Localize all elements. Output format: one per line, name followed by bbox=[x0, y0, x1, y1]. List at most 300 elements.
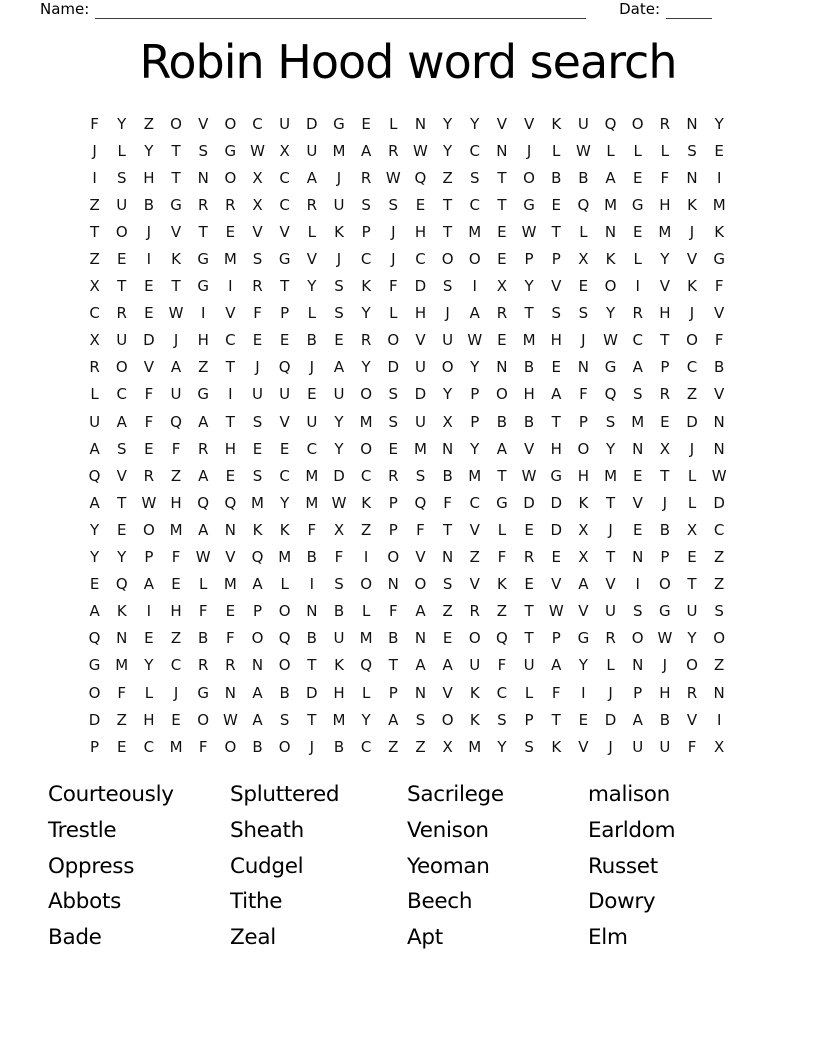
grid-letter: W bbox=[548, 602, 564, 621]
grid-letter: T bbox=[443, 520, 453, 539]
grid-letter: X bbox=[659, 439, 670, 458]
grid-letter: W bbox=[195, 548, 211, 567]
grid-letter: V bbox=[523, 439, 535, 458]
grid-letter: M bbox=[332, 141, 346, 160]
grid-letter: X bbox=[89, 277, 100, 296]
word-list-column-2 bbox=[230, 777, 407, 955]
grid-letter: G bbox=[550, 466, 563, 485]
grid-letter: Y bbox=[524, 277, 534, 296]
grid-letter: S bbox=[252, 250, 263, 269]
grid-letter: N bbox=[414, 629, 427, 648]
grid-letter: T bbox=[307, 710, 317, 729]
grid-letter: Q bbox=[414, 493, 427, 512]
grid-letter: G bbox=[197, 683, 210, 702]
grid-letter: M bbox=[413, 439, 427, 458]
grid-letter: A bbox=[198, 520, 209, 539]
grid-letter: Y bbox=[89, 520, 100, 539]
grid-letter: Q bbox=[604, 114, 617, 133]
grid-letter: C bbox=[143, 737, 155, 756]
grid-letter: V bbox=[143, 358, 155, 377]
grid-letter: M bbox=[359, 629, 373, 648]
grid-letter: F bbox=[117, 683, 127, 702]
word-list-column-1 bbox=[48, 777, 230, 955]
grid-letter: L bbox=[389, 114, 398, 133]
word-list-item: Dowry bbox=[588, 889, 656, 915]
grid-letter: O bbox=[387, 331, 400, 350]
grid-letter: P bbox=[551, 250, 561, 269]
grid-letter: S bbox=[116, 168, 127, 187]
grid-letter: Y bbox=[605, 439, 616, 458]
grid-letter: J bbox=[391, 250, 396, 269]
grid-letter: G bbox=[278, 250, 291, 269]
grid-letter: O bbox=[170, 114, 182, 133]
grid-letter: E bbox=[279, 331, 290, 350]
grid-letter: L bbox=[579, 222, 588, 241]
grid-letter: V bbox=[551, 277, 562, 296]
grid-letter: R bbox=[116, 304, 127, 323]
grid-letter: P bbox=[252, 602, 263, 621]
grid-letter: Y bbox=[687, 629, 697, 648]
grid-letter: W bbox=[711, 466, 727, 485]
grid-letter: R bbox=[605, 629, 616, 648]
grid-letter: F bbox=[307, 520, 317, 539]
grid-letter: T bbox=[524, 629, 534, 648]
grid-letter: H bbox=[143, 168, 155, 187]
grid-letter: E bbox=[551, 548, 561, 567]
grid-letter: L bbox=[552, 141, 561, 160]
grid-letter: I bbox=[716, 710, 722, 729]
grid-letter: P bbox=[388, 520, 398, 539]
grid-letter: A bbox=[116, 412, 127, 431]
grid-letter: N bbox=[632, 656, 644, 675]
grid-letter: L bbox=[307, 222, 316, 241]
grid-letter: N bbox=[577, 358, 589, 377]
grid-letter: K bbox=[578, 493, 589, 512]
grid-letter: L bbox=[606, 141, 615, 160]
grid-letter: M bbox=[223, 250, 237, 269]
grid-letter: B bbox=[523, 358, 535, 377]
grid-letter: C bbox=[89, 304, 100, 323]
grid-letter: V bbox=[714, 304, 725, 323]
grid-letter: M bbox=[169, 737, 183, 756]
grid-letter: F bbox=[144, 412, 154, 431]
grid-letter: W bbox=[521, 222, 537, 241]
grid-letter: V bbox=[659, 277, 670, 296]
grid-letter: J bbox=[173, 683, 179, 702]
grid-letter: B bbox=[578, 168, 589, 187]
grid-letter: B bbox=[551, 168, 562, 187]
grid-letter: G bbox=[496, 493, 508, 512]
grid-letter: P bbox=[144, 548, 154, 567]
grid-letter: Y bbox=[497, 737, 507, 756]
grid-letter: X bbox=[252, 168, 263, 187]
grid-letter: U bbox=[170, 385, 182, 404]
grid-letter: L bbox=[117, 141, 126, 160]
grid-letter: A bbox=[170, 358, 182, 377]
grid-letter: E bbox=[144, 439, 154, 458]
grid-letter: Y bbox=[144, 141, 154, 160]
word-list-item: malison bbox=[588, 782, 670, 808]
grid-letter: N bbox=[713, 439, 725, 458]
grid-letter: R bbox=[659, 114, 671, 133]
word-list-column-3 bbox=[407, 777, 588, 955]
grid-letter: N bbox=[632, 439, 644, 458]
grid-letter: N bbox=[632, 548, 644, 567]
grid-letter: W bbox=[222, 710, 238, 729]
grid-letter: R bbox=[388, 466, 399, 485]
grid-letter: L bbox=[199, 575, 208, 594]
grid-letter: D bbox=[550, 520, 563, 539]
grid-letter: S bbox=[388, 412, 399, 431]
grid-letter: J bbox=[173, 331, 179, 350]
grid-letter: Q bbox=[115, 575, 128, 594]
grid-letter: T bbox=[307, 656, 317, 675]
grid-letter: V bbox=[523, 114, 535, 133]
grid-letter: W bbox=[385, 168, 401, 187]
grid-letter: B bbox=[442, 466, 453, 485]
grid-letter: T bbox=[687, 575, 697, 594]
grid-letter: T bbox=[198, 222, 208, 241]
grid-letter: O bbox=[278, 656, 291, 675]
grid-letter: Z bbox=[469, 548, 480, 567]
grid-letter: V bbox=[578, 602, 589, 621]
grid-letter: N bbox=[686, 114, 698, 133]
grid-letter: G bbox=[197, 250, 210, 269]
grid-letter: Q bbox=[577, 195, 590, 214]
grid-letter: K bbox=[469, 683, 480, 702]
grid-letter: W bbox=[575, 141, 591, 160]
grid-letter: L bbox=[361, 683, 371, 702]
word-list-item: Elm bbox=[588, 925, 628, 951]
word-list-item: Russet bbox=[588, 853, 658, 879]
grid-letter: R bbox=[197, 656, 209, 675]
grid-letter: A bbox=[632, 358, 643, 377]
grid-letter: G bbox=[170, 195, 182, 214]
grid-letter: T bbox=[280, 277, 290, 296]
grid-letter: L bbox=[361, 602, 371, 621]
grid-letter: L bbox=[497, 520, 507, 539]
grid-letter: Y bbox=[117, 548, 127, 567]
grid-letter: Z bbox=[496, 602, 508, 621]
grid-letter: A bbox=[198, 412, 209, 431]
grid-letter: N bbox=[306, 602, 318, 621]
grid-letter: F bbox=[226, 629, 235, 648]
grid-letter: B bbox=[388, 629, 399, 648]
grid-letter: V bbox=[170, 222, 182, 241]
grid-letter: H bbox=[197, 331, 209, 350]
grid-letter: U bbox=[333, 385, 345, 404]
word-list-item: Sacrilege bbox=[407, 782, 504, 808]
grid-letter: O bbox=[224, 114, 237, 133]
grid-letter: H bbox=[523, 385, 535, 404]
grid-letter: I bbox=[581, 683, 586, 702]
grid-letter: N bbox=[387, 575, 399, 594]
date-label: Date: bbox=[619, 0, 660, 18]
grid-letter: M bbox=[468, 222, 482, 241]
grid-letter: O bbox=[115, 358, 128, 377]
grid-letter: O bbox=[604, 277, 617, 296]
grid-letter: X bbox=[252, 195, 263, 214]
grid-letter: T bbox=[660, 331, 670, 350]
grid-letter: H bbox=[414, 304, 427, 323]
grid-letter: N bbox=[441, 439, 454, 458]
grid-letter: U bbox=[333, 195, 345, 214]
word-list-item: Venison bbox=[407, 818, 489, 844]
grid-letter: S bbox=[279, 710, 290, 729]
grid-letter: O bbox=[523, 168, 535, 187]
grid-letter: N bbox=[713, 412, 725, 431]
grid-letter: X bbox=[333, 520, 345, 539]
grid-letter: A bbox=[252, 683, 263, 702]
grid-letter: R bbox=[686, 683, 698, 702]
grid-letter: R bbox=[89, 358, 100, 377]
grid-letter: B bbox=[333, 737, 345, 756]
grid-letter: Q bbox=[278, 629, 291, 648]
grid-letter: E bbox=[116, 520, 127, 539]
grid-letter: F bbox=[198, 737, 208, 756]
grid-letter: N bbox=[224, 520, 236, 539]
grid-letter: L bbox=[606, 656, 615, 675]
grid-letter: E bbox=[524, 520, 534, 539]
grid-letter: E bbox=[497, 222, 507, 241]
grid-letter: E bbox=[334, 331, 344, 350]
grid-letter: I bbox=[146, 602, 152, 621]
grid-letter: O bbox=[278, 602, 291, 621]
grid-letter: Y bbox=[334, 439, 344, 458]
grid-letter: O bbox=[360, 385, 373, 404]
grid-letter: A bbox=[551, 385, 562, 404]
grid-letter: U bbox=[469, 656, 481, 675]
grid-letter: N bbox=[116, 629, 128, 648]
grid-letter: A bbox=[143, 575, 155, 594]
grid-letter: O bbox=[713, 629, 726, 648]
grid-letter: F bbox=[687, 737, 697, 756]
grid-letter: N bbox=[197, 168, 209, 187]
grid-letter: J bbox=[689, 304, 695, 323]
grid-letter: I bbox=[635, 575, 640, 594]
grid-letter: X bbox=[578, 520, 589, 539]
grid-letter: I bbox=[716, 168, 722, 187]
grid-letter: R bbox=[197, 195, 209, 214]
grid-letter: Y bbox=[443, 114, 453, 133]
grid-letter: C bbox=[170, 656, 182, 675]
grid-letter: S bbox=[578, 304, 589, 323]
grid-letter: Q bbox=[224, 493, 237, 512]
grid-letter: T bbox=[117, 277, 127, 296]
grid-letter: F bbox=[579, 385, 588, 404]
grid-letter: S bbox=[605, 412, 616, 431]
grid-letter: Y bbox=[660, 250, 670, 269]
grid-letter: A bbox=[442, 656, 453, 675]
grid-letter: E bbox=[551, 195, 561, 214]
grid-letter: T bbox=[171, 141, 181, 160]
grid-letter: B bbox=[523, 412, 535, 431]
grid-letter: A bbox=[89, 602, 100, 621]
grid-letter: W bbox=[141, 493, 157, 512]
grid-letter: Q bbox=[88, 466, 101, 485]
grid-letter: T bbox=[497, 195, 507, 214]
grid-letter: S bbox=[442, 277, 453, 296]
grid-letter: P bbox=[551, 629, 561, 648]
grid-letter: B bbox=[659, 520, 670, 539]
grid-letter: E bbox=[497, 331, 507, 350]
grid-letter: G bbox=[604, 358, 617, 377]
grid-letter: E bbox=[442, 629, 453, 648]
grid-letter: V bbox=[714, 385, 725, 404]
grid-letter: O bbox=[441, 710, 454, 729]
grid-letter: M bbox=[604, 466, 618, 485]
grid-letter: S bbox=[470, 168, 480, 187]
grid-letter: S bbox=[415, 710, 426, 729]
grid-letter: T bbox=[551, 710, 561, 729]
grid-letter: H bbox=[659, 683, 671, 702]
grid-letter: P bbox=[633, 683, 643, 702]
grid-letter: E bbox=[144, 629, 154, 648]
grid-letter: S bbox=[415, 466, 426, 485]
page-title: Robin Hood word search bbox=[139, 35, 677, 89]
grid-letter: N bbox=[414, 114, 427, 133]
grid-letter: V bbox=[632, 493, 643, 512]
grid-letter: W bbox=[521, 466, 537, 485]
grid-letter: Y bbox=[605, 304, 616, 323]
grid-letter: F bbox=[171, 439, 181, 458]
grid-letter: B bbox=[279, 683, 290, 702]
grid-letter: M bbox=[305, 466, 319, 485]
grid-letter: K bbox=[551, 114, 562, 133]
grid-letter: M bbox=[468, 737, 482, 756]
grid-letter: W bbox=[168, 304, 184, 323]
grid-letter: Z bbox=[170, 629, 182, 648]
word-list bbox=[48, 777, 675, 955]
grid-letter: M bbox=[468, 466, 482, 485]
grid-letter: S bbox=[388, 195, 399, 214]
grid-letter: T bbox=[225, 358, 235, 377]
grid-letter: U bbox=[632, 737, 644, 756]
grid-letter: K bbox=[687, 195, 697, 214]
grid-letter: U bbox=[442, 331, 454, 350]
grid-letter: S bbox=[334, 277, 344, 296]
grid-letter: L bbox=[687, 493, 697, 512]
grid-letter: V bbox=[225, 304, 236, 323]
grid-letter: F bbox=[416, 520, 425, 539]
grid-letter: V bbox=[252, 222, 263, 241]
grid-letter: V bbox=[279, 412, 290, 431]
grid-letter: Y bbox=[470, 358, 480, 377]
grid-letter: I bbox=[228, 277, 233, 296]
grid-letter: O bbox=[441, 358, 454, 377]
grid-letter: U bbox=[252, 385, 263, 404]
grid-letter: R bbox=[632, 304, 643, 323]
grid-letter: P bbox=[660, 358, 670, 377]
grid-letter: V bbox=[578, 737, 589, 756]
grid-letter: I bbox=[472, 277, 477, 296]
grid-letter: G bbox=[88, 656, 101, 675]
grid-letter: E bbox=[632, 520, 643, 539]
grid-letter: Y bbox=[470, 114, 480, 133]
grid-letter: V bbox=[686, 710, 698, 729]
grid-letter: H bbox=[659, 195, 671, 214]
grid-letter: G bbox=[577, 629, 590, 648]
grid-letter: C bbox=[225, 331, 236, 350]
grid-letter: G bbox=[523, 195, 535, 214]
grid-letter: P bbox=[470, 412, 480, 431]
grid-letter: Q bbox=[604, 385, 617, 404]
grid-letter: A bbox=[578, 575, 589, 594]
word-list-item: Tithe bbox=[230, 889, 283, 915]
grid-letter: X bbox=[578, 548, 589, 567]
word-list-column-4 bbox=[588, 777, 675, 955]
grid-letter: E bbox=[632, 222, 643, 241]
grid-letter: X bbox=[89, 331, 100, 350]
grid-letter: T bbox=[605, 493, 616, 512]
grid-letter: L bbox=[389, 304, 398, 323]
grid-letter: D bbox=[414, 277, 427, 296]
grid-letter: V bbox=[496, 114, 508, 133]
grid-letter: U bbox=[279, 385, 291, 404]
grid-letter: M bbox=[631, 412, 645, 431]
grid-letter: U bbox=[306, 141, 318, 160]
grid-letter: E bbox=[225, 222, 236, 241]
grid-letter: I bbox=[309, 575, 315, 594]
grid-letter: H bbox=[143, 710, 155, 729]
grid-letter: B bbox=[306, 629, 317, 648]
grid-letter: F bbox=[443, 493, 452, 512]
word-list-item: Beech bbox=[407, 889, 473, 915]
grid-letter: Y bbox=[443, 385, 453, 404]
grid-letter: N bbox=[496, 141, 508, 160]
grid-letter: M bbox=[604, 195, 618, 214]
grid-letter: Y bbox=[470, 439, 480, 458]
grid-letter: B bbox=[306, 331, 317, 350]
grid-letter: P bbox=[90, 737, 100, 756]
grid-letter: J bbox=[309, 737, 315, 756]
grid-letter: C bbox=[306, 439, 318, 458]
grid-letter: T bbox=[551, 222, 561, 241]
grid-letter: T bbox=[89, 222, 100, 241]
grid-letter: V bbox=[198, 114, 209, 133]
grid-letter: U bbox=[306, 412, 318, 431]
grid-letter: M bbox=[169, 520, 183, 539]
grid-letter: M bbox=[658, 222, 672, 241]
word-list-item: Spluttered bbox=[230, 782, 340, 808]
grid-letter: E bbox=[252, 439, 263, 458]
grid-letter: E bbox=[116, 250, 127, 269]
grid-letter: J bbox=[581, 331, 586, 350]
grid-letter: A bbox=[632, 710, 643, 729]
grid-letter: Y bbox=[144, 656, 154, 675]
grid-letter: S bbox=[524, 737, 534, 756]
grid-letter: K bbox=[687, 277, 697, 296]
grid-letter: E bbox=[632, 168, 643, 187]
grid-letter: O bbox=[251, 629, 264, 648]
grid-letter: K bbox=[605, 250, 616, 269]
grid-letter: S bbox=[116, 439, 127, 458]
grid-letter: D bbox=[713, 493, 725, 512]
grid-letter: L bbox=[524, 683, 534, 702]
grid-letter: J bbox=[336, 250, 342, 269]
grid-letter: Q bbox=[414, 168, 427, 187]
grid-letter: M bbox=[305, 493, 319, 512]
grid-letter: J bbox=[608, 737, 613, 756]
grid-letter: K bbox=[334, 656, 344, 675]
grid-letter: S bbox=[252, 412, 263, 431]
word-list-item: Oppress bbox=[48, 853, 135, 879]
grid-letter: E bbox=[171, 575, 181, 594]
grid-letter: X bbox=[686, 520, 698, 539]
grid-letter: H bbox=[224, 439, 236, 458]
grid-letter: E bbox=[524, 575, 534, 594]
grid-letter: D bbox=[387, 358, 400, 377]
